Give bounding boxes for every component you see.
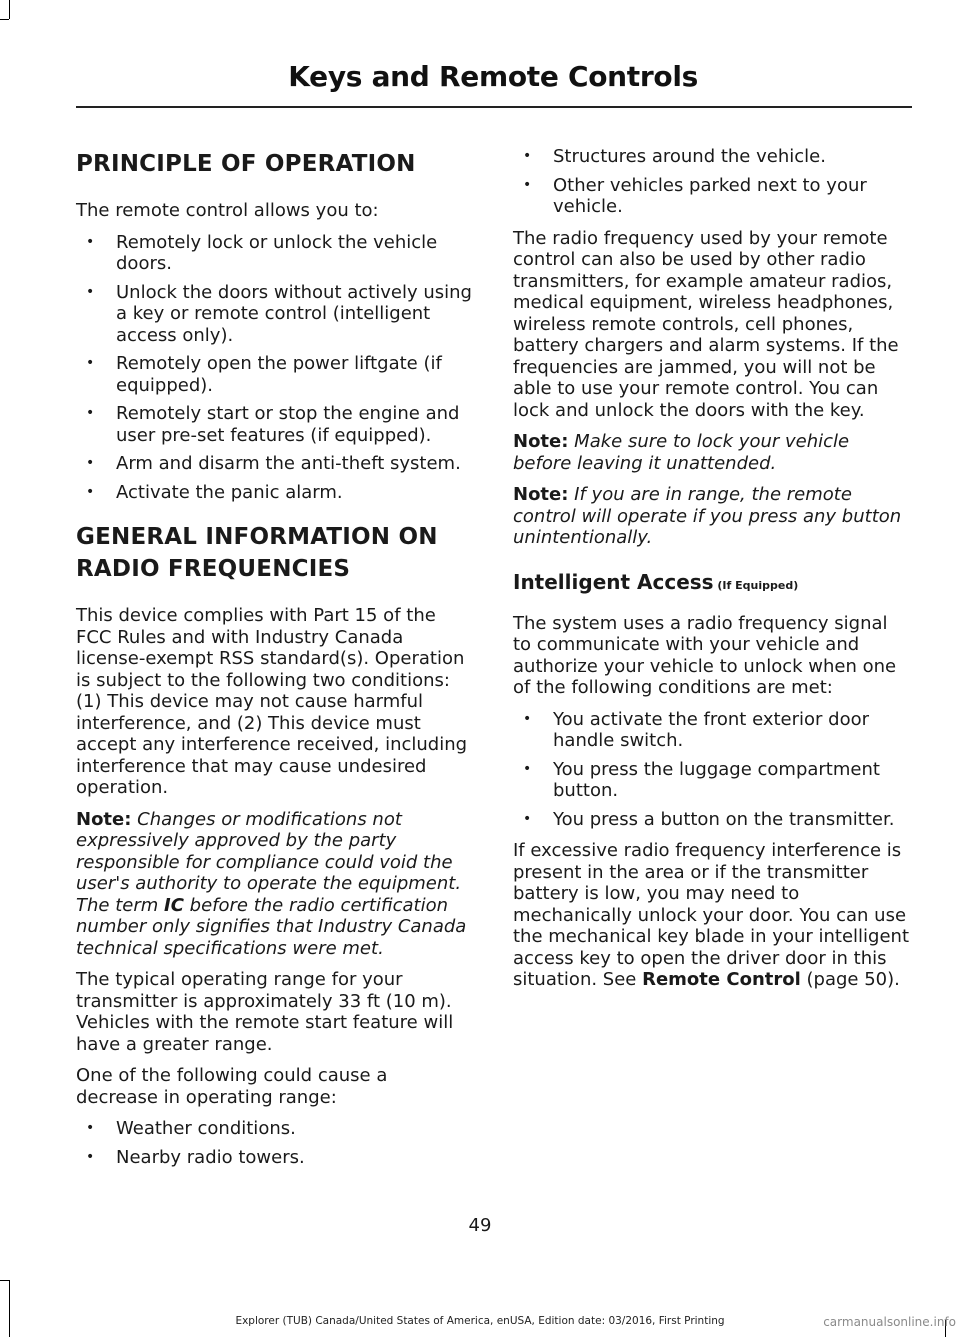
heading-line: GENERAL INFORMATION ON — [76, 524, 438, 550]
system-paragraph: The system uses a radio frequency signal to communicate with your vehicle and authorize your vehicle to unlock when one of the following conditions are met: — [513, 612, 897, 698]
heading-general-information — [76, 521, 474, 585]
range-factors-list-continued — [513, 146, 909, 218]
note-term: IC — [164, 894, 184, 916]
heading-line: RADIO FREQUENCIES — [76, 556, 351, 582]
conditions-list — [513, 709, 909, 831]
right-column — [513, 146, 909, 1001]
note-body — [76, 809, 466, 959]
note-fcc — [76, 809, 474, 960]
heading-intelligent-access — [513, 569, 909, 599]
paragraph-text: (page 50). — [800, 969, 900, 990]
frequency-paragraph: The radio frequency used by your remote control can also be used by other radio transmitters, for example amateur radios, medical equipment, wireless headphones, wireless remote controls, cell phones, battery chargers and alarm systems. If the frequencies are jammed, you will not be able to use your remote control. You can lock and unlock the doors with the key. — [513, 227, 899, 421]
crop-mark — [0, 19, 9, 20]
paragraph-text: If excessive radio frequency interference is present in the area or if the transmitter battery is low, you may need to mechanically unlock your door. You can use the mechanical key blade in your intelligent access key to open the driver door in this situation. See — [513, 840, 910, 990]
left-column — [76, 142, 474, 1178]
list-item: • Remotely open the power liftgate (if equipped). — [76, 353, 474, 396]
note-unintentional-press — [513, 484, 909, 549]
list-item: • Other vehicles parked next to your vehicle. — [513, 175, 909, 218]
list-item: • Arm and disarm the anti-theft system. — [76, 453, 474, 475]
note-label: Note: — [513, 431, 569, 452]
note-body: If you are in range, the remote control will operate if you press any button unintentionally. — [513, 484, 902, 548]
note-lock-vehicle — [513, 431, 909, 474]
heading-principle-of-operation: PRINCIPLE OF OPERATION — [76, 151, 416, 177]
page-number: 49 — [468, 1215, 492, 1236]
decrease-paragraph: One of the following could cause a decrease in operating range: — [76, 1065, 388, 1108]
note-body: Make sure to lock your vehicle before leaving it unattended. — [513, 431, 850, 474]
list-item: • Structures around the vehicle. — [513, 146, 909, 168]
section-title: Keys and Remote Controls — [288, 60, 698, 93]
range-factors-list — [76, 1118, 474, 1168]
watermark: carmanualsonline.info — [823, 1315, 956, 1329]
subheading-qualifier: (If Equipped) — [713, 578, 799, 592]
list-item: • Weather conditions. — [76, 1118, 474, 1140]
edition-footer: Explorer (TUB) Canada/United States of America, enUSA, Edition date: 03/2016, First Printing — [235, 1315, 725, 1327]
list-item: • Unlock the doors without actively using a key or remote control (intelligent access only). — [76, 282, 474, 347]
note-label: Note: — [76, 808, 132, 830]
fcc-paragraph: This device complies with Part 15 of the FCC Rules and with Industry Canada license-exempt RSS standard(s). Operation is subject to the following two conditions: (1) This device may not cause harmful interference, and (2) This device must accept any interference received, including interference that may cause undesired operation. — [76, 605, 468, 798]
crop-mark — [9, 0, 10, 19]
intro-text: The remote control allows you to: — [76, 200, 379, 221]
header-rule — [76, 106, 912, 108]
list-item: • Activate the panic alarm. — [76, 482, 474, 504]
subheading-text: Intelligent Access — [513, 569, 714, 594]
list-item: • Remotely start or stop the engine and user pre-set features (if equipped). — [76, 403, 474, 446]
list-item: • You press the luggage compartment button. — [513, 759, 909, 802]
note-label: Note: — [513, 484, 569, 505]
list-item: • You press a button on the transmitter. — [513, 809, 909, 831]
list-item: • Remotely lock or unlock the vehicle doors. — [76, 232, 474, 275]
range-paragraph: The typical operating range for your transmitter is approximately 33 ft (10 m). Vehicles with the remote start feature will have a greater range. — [76, 969, 454, 1055]
list-item: • Nearby radio towers. — [76, 1147, 474, 1169]
list-item: • You activate the front exterior door handle switch. — [513, 709, 909, 752]
feature-list — [76, 232, 474, 504]
crop-mark — [0, 1280, 9, 1281]
note-text: Changes or modifications not expressively approved by the party responsible for compliance could void the user's authority to operate the equipment. The term — [76, 808, 462, 916]
cross-reference-link[interactable]: Remote Control — [642, 969, 801, 990]
crop-mark — [9, 1280, 10, 1337]
note-text: before the radio certification number only signifies that Industry Canada technical specifications were met. — [76, 894, 467, 959]
interference-paragraph — [513, 840, 909, 991]
